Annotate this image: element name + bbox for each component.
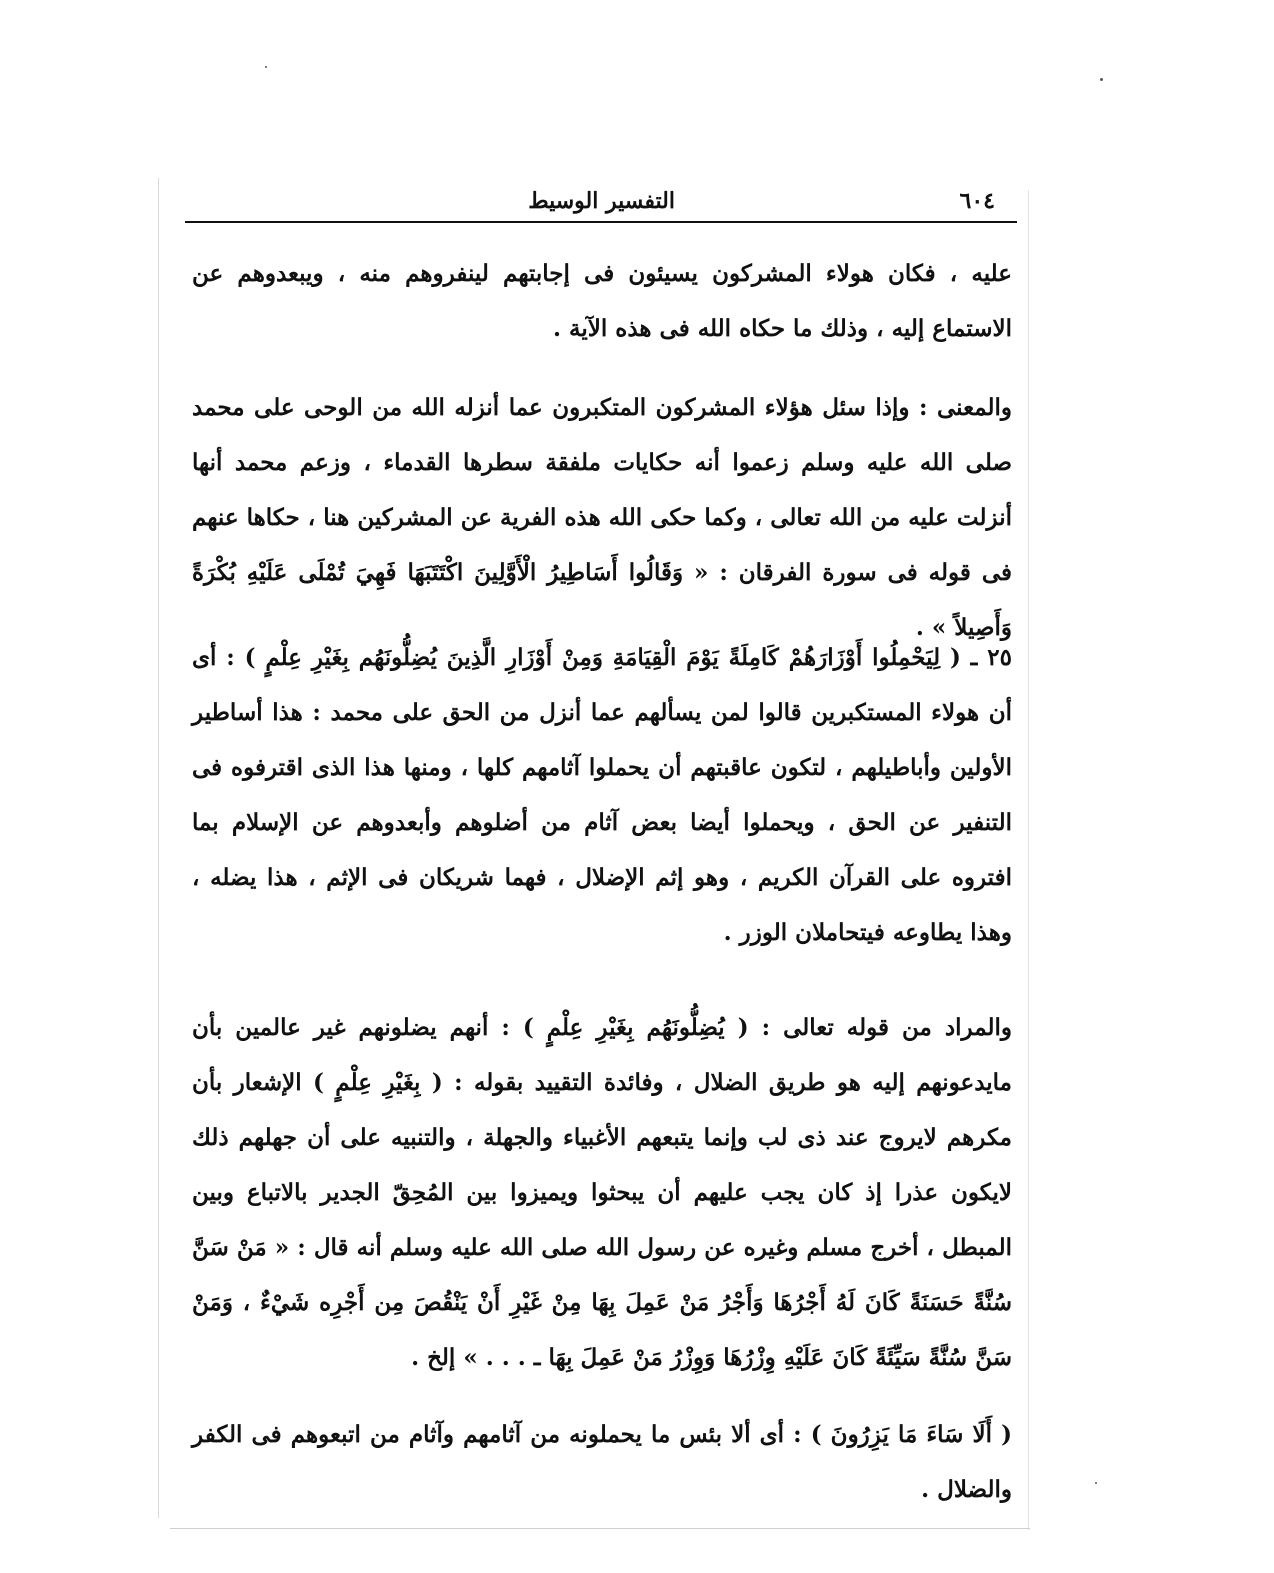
- paragraph: ٢٥ ـ ( لِيَحْمِلُوا أَوْزَارَهُمْ كَامِلَةً يَوْمَ الْقِيَامَةِ وَمِنْ أَوْزَارِ الَّذِينَ يُضِلُّونَهُم بِغَيْرِ عِلْمٍ ) : أى أن هولاء المستكبرين قالوا لمن يسألهم عما أنزل من الحق على محمد : هذا أساطير الأولين وأباطيلهم ، لتكون عاقبتهم أن يحملوا آثامهم كلها ، ومنها هذا الذى اقترفوه فى التنفير عن الحق ، ويحملوا أيضا بعض آثام من أضلوهم وأبعدوهم عن الإسلام بما افتروه على القرآن الكريم ، وهو إثم الإضلال ، فهما شريكان فى الإثم ، هذا يضله ، وهذا يطاوعه فيتحاملان الوزر .: [192, 644, 1012, 946]
- paragraph: والمعنى : وإذا سئل هؤلاء المشركون المتكبرون عما أنزله الله من الوحى على محمد صلى الله عليه وسلم زعموا أنه حكايات ملفقة سطرها القدماء ، وزعم محمد أنها أنزلت عليه من الله تعالى ، وكما حكى الله هذه الفرية عن المشركين هنا ، حكاها عنهم فى قوله فى سورة الفرقان : « وَقَالُوا أَسَاطِيرُ الْأَوَّلِينَ اكْتَتَبَهَا فَهِيَ تُمْلَى عَلَيْهِ بُكْرَةً وَأَصِيلاً » .: [192, 394, 1012, 641]
- page-header: [185, 186, 1015, 220]
- running-title: التفسير الوسيط: [528, 188, 675, 214]
- header-rule: [185, 221, 1017, 223]
- page-left-edge: [158, 178, 159, 1518]
- paragraph: عليه ، فكان هولاء المشركون يسيئون فى إجابتهم لينفروهم منه ، ويبعدوهم عن الاستماع إليه ، وذلك ما حكاه الله فى هذه الآية .: [192, 260, 1012, 342]
- page-number: ٦٠٤: [959, 188, 995, 214]
- paragraph: ( أَلَا سَاءَ مَا يَزِرُونَ ) : أى ألا بئس ما يحملونه من آثامهم وآثام من اتبعوهم فى الكفر والضلال .: [192, 1421, 1012, 1503]
- scan-speck: [1095, 1482, 1097, 1484]
- paragraph: والمراد من قوله تعالى : ( يُضِلُّونَهُم بِغَيْرِ عِلْمٍ ) : أنهم يضلونهم غير عالمين بأن مايدعونهم إليه هو طريق الضلال ، وفائدة التقييد بقوله : ( بِغَيْرِ عِلْمٍ ) الإشعار بأن مكرهم لايروج عند ذى لب وإنما يتبعهم الأغبياء والجهلة ، والتنبيه على أن جهلهم ذلك لايكون عذرا إذ كان يجب عليهم أن يبحثوا ويميزوا بين المُحِقّ الجدير بالاتباع وبين المبطل ، أخرج مسلم وغيره عن رسول الله صلى الله عليه وسلم أنه قال : « مَنْ سَنَّ سُنَّةً حَسَنَةً كَانَ لَهُ أَجْرُهَا وَأَجْرُ مَنْ عَمِلَ بِهَا مِنْ غَيْرِ أَنْ يَنْقُصَ مِن أَجْرِه شَيْءٌ ، وَمَنْ سَنَّ سُنَّةً سَيِّئَةً كَانَ عَلَيْهِ وِزْرُهَا وَوِزْرُ مَنْ عَمِلَ بِهَا ـ . . . » إلخ .: [192, 1014, 1013, 1371]
- scan-speck: [265, 66, 267, 68]
- page-right-edge: [1028, 190, 1029, 1530]
- page-bottom-edge: [170, 1528, 1030, 1529]
- scan-speck: [1100, 78, 1103, 81]
